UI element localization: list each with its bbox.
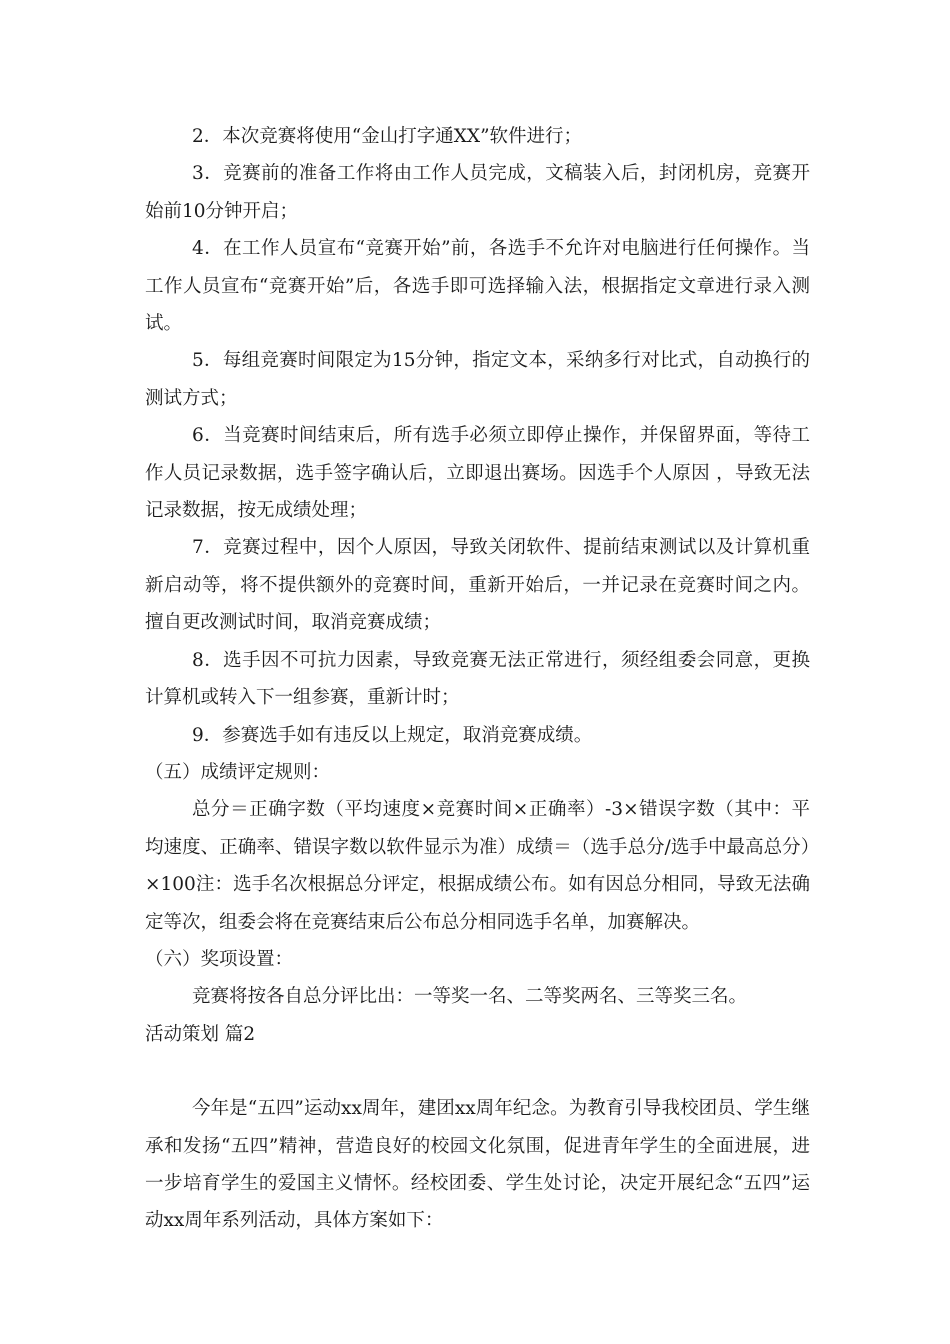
section-6-body: 竞赛将按各自总分评比出：一等奖一名、二等奖两名、三等奖三名。: [192, 986, 748, 1008]
section-6-title: （六）奖项设置：: [145, 948, 294, 970]
rule-paragraph-2: 2．本次竞赛将使用“金山打字通XX”软件进行；: [192, 126, 583, 147]
part-2-heading: 活动策划 篇2: [145, 1023, 256, 1045]
section-5-title: （五）成绩评定规则：: [145, 761, 331, 783]
rule-paragraph-6: 6．当竞赛时间结束后，所有选手必须立即停止操作，并保留界面，等待工作人员记录数据，选手签字确认后，立即退出赛场。因选手个人原因 ，导致无法记录数据，按无成绩处理；: [145, 425, 810, 522]
part-2-intro: 今年是“五四”运动xx周年，建团xx周年纪念。为教育引导我校团员、学生继承和发扬“五四”精神，营造良好的校园文化氛围，促进青年学生的全面进展，进一步培育学生的爱国主义情怀。经校团委、学生处讨论，决定开展纪念“五四”运动xx周年系列活动，具体方案如下：: [145, 1098, 810, 1232]
rule-paragraph-3: 3．竞赛前的准备工作将由工作人员完成，文稿装入后，封闭机房，竞赛开始前10分钟开启；: [145, 163, 810, 222]
rule-paragraph-4: 4．在工作人员宣布“竞赛开始”前，各选手不允许对电脑进行任何操作。当工作人员宣布“竞赛开始”后，各选手即可选择输入法，根据指定文章进行录入测试。: [145, 238, 810, 335]
rule-paragraph-5: 5．每组竞赛时间限定为15分钟，指定文本，采纳多行对比式，自动换行的测试方式；: [145, 350, 810, 409]
section-5-body: 总分＝正确字数（平均速度×竞赛时间×正确率）-3×错误字数（其中：平均速度、正确率、错误字数以软件显示为准）成绩＝（选手总分/选手中最高总分）×100注：选手名次根据总分评定，根据成绩公布。如有因总分相同，导致无法确定等次，组委会将在竞赛结束后公布总分相同选手名单，加赛解决。: [145, 799, 810, 933]
rule-paragraph-7: 7．竞赛过程中，因个人原因，导致关闭软件、提前结束测试以及计算机重新启动等，将不提供额外的竞赛时间，重新开始后，一并记录在竞赛时间之内。擅自更改测试时间，取消竞赛成绩；: [145, 537, 810, 634]
rule-paragraph-9: 9．参赛选手如有违反以上规定，取消竞赛成绩。: [192, 724, 593, 746]
rule-paragraph-8: 8．选手因不可抗力因素，导致竞赛无法正常进行，须经组委会同意，更换计算机或转入下一组参赛，重新计时；: [145, 649, 810, 709]
document-body: [145, 118, 810, 1240]
blank-line: [145, 1053, 810, 1090]
